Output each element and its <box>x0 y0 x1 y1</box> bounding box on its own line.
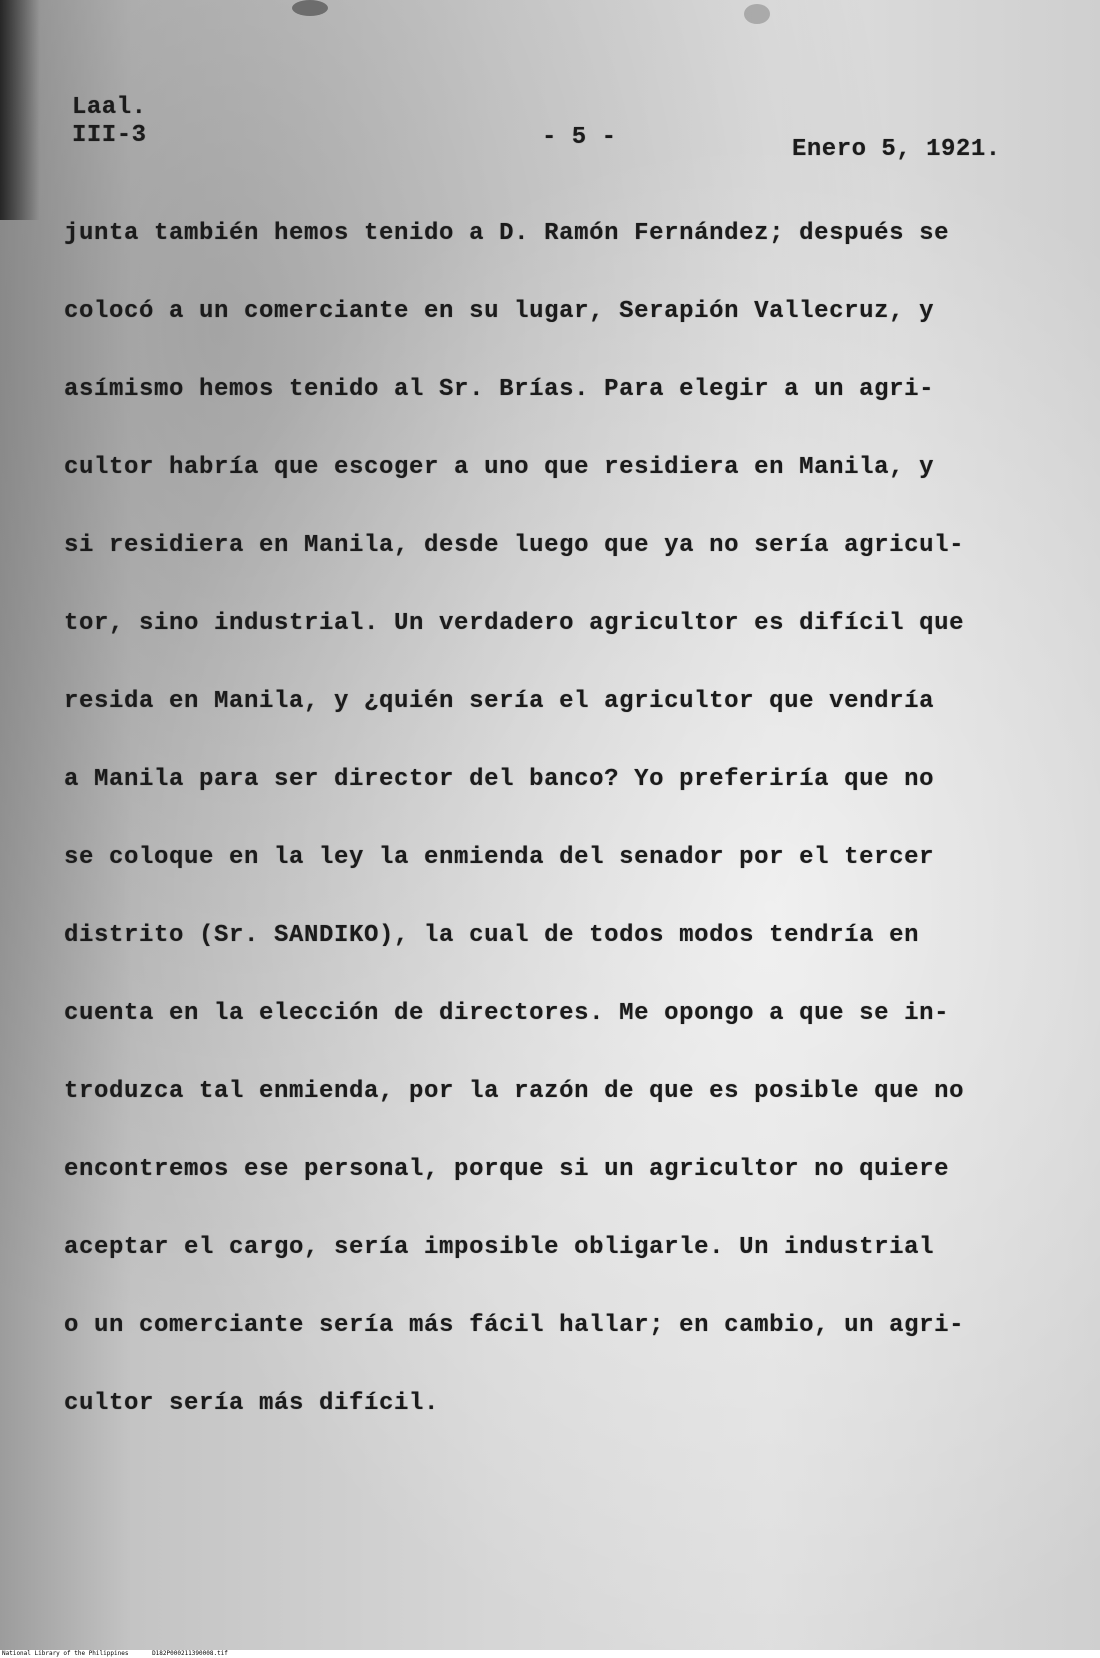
text-line: cuenta en la elección de directores. Me opongo a que se in- <box>64 1000 950 1027</box>
binding-hole-mark <box>744 4 770 24</box>
document-reference <box>72 94 147 150</box>
text-line: resida en Manila, y ¿quién sería el agricultor que vendría <box>64 688 935 715</box>
text-line: si residiera en Manila, desde luego que ya no sería agricul- <box>64 532 965 559</box>
text-line: a Manila para ser director del banco? Yo preferiría que no <box>64 766 935 793</box>
reference-line: III-3 <box>72 122 147 149</box>
text-line: tor, sino industrial. Un verdadero agricultor es difícil que <box>64 610 965 637</box>
text-line: encontremos ese personal, porque si un agricultor no quiere <box>64 1156 950 1183</box>
footer-source: National Library of the Philippines <box>2 1650 129 1657</box>
text-line: asímismo hemos tenido al Sr. Brías. Para elegir a un agri- <box>64 376 935 403</box>
text-line: o un comerciante sería más fácil hallar; en cambio, un agri- <box>64 1312 965 1339</box>
document-date: Enero 5, 1921. <box>792 136 1001 163</box>
text-line: se coloque en la ley la enmienda del senador por el tercer <box>64 844 935 871</box>
footer-file-id: D182P000211390008.tif <box>152 1650 228 1657</box>
text-line: cultor sería más difícil. <box>64 1390 440 1417</box>
text-line: troduzca tal enmienda, por la razón de que es posible que no <box>64 1078 965 1105</box>
text-line: colocó a un comerciante en su lugar, Serapión Vallecruz, y <box>64 298 935 325</box>
text-line: junta también hemos tenido a D. Ramón Fernández; después se <box>64 220 950 247</box>
reference-line: Laal. <box>72 94 147 121</box>
page-number: - 5 - <box>542 124 617 151</box>
scan-footer <box>0 1650 1100 1658</box>
text-line: aceptar el cargo, sería imposible obligarle. Un industrial <box>64 1234 935 1261</box>
text-line: cultor habría que escoger a uno que residiera en Manila, y <box>64 454 935 481</box>
binding-hole-mark <box>292 0 328 16</box>
body-text <box>64 214 1054 1462</box>
text-line: distrito (Sr. SANDIKO), la cual de todos modos tendría en <box>64 922 920 949</box>
page-edge-shadow <box>0 0 40 220</box>
